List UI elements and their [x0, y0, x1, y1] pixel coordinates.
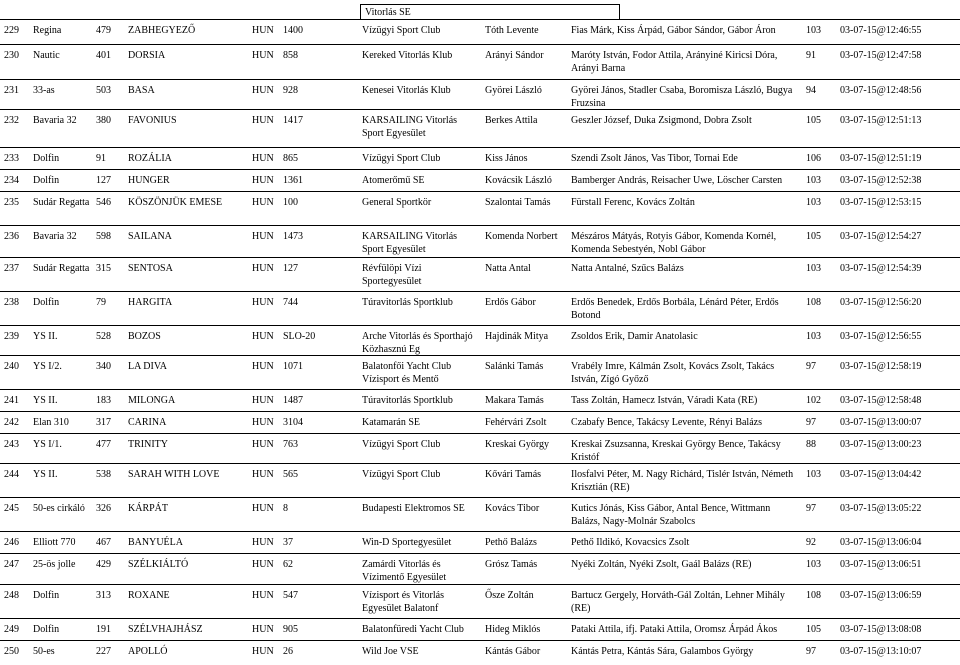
cell-boat-name: SENTOSA [128, 263, 173, 274]
cell-crew: Mészáros Mátyás, Rotyis Gábor, Komenda Kornél, Komenda Sebestyén, Nobl Gábor [571, 231, 777, 255]
cell-club: Atomerőmű SE [362, 175, 425, 186]
cell-finish: 03-07-15@12:54:27 [840, 231, 922, 242]
cell-finish: 03-07-15@12:56:55 [840, 331, 922, 342]
cell-position: 242 [4, 417, 19, 428]
cell-class: 50-es [33, 646, 55, 657]
cell-nation: HUN [252, 175, 274, 186]
cell-position: 240 [4, 361, 19, 372]
cell-position: 249 [4, 624, 19, 635]
cell-crew: Bartucz Gergely, Horváth-Gál Zoltán, Lehner Mihály (RE) [571, 590, 785, 614]
cell-time: 105 [806, 624, 821, 635]
cell-boat-name: KÁRPÁT [128, 503, 169, 514]
cell-crew: Fias Márk, Kiss Árpád, Gábor Sándor, Gábor Áron [571, 25, 776, 36]
cell-nation: HUN [252, 331, 274, 342]
cell-club: Arche Vitorlás és Sporthajó Közhasznú Eg [362, 331, 473, 355]
cell-time: 103 [806, 25, 821, 36]
cell-rating: 763 [283, 439, 298, 450]
cell-club: Zamárdi Vitorlás és Vízimentő Egyesület [362, 559, 447, 583]
cell-rating: 905 [283, 624, 298, 635]
cell-skipper: Kreskai György [485, 439, 549, 450]
cell-sail-number: 528 [96, 331, 111, 342]
cell-rating: 1400 [283, 25, 303, 36]
cell-skipper: Tóth Levente [485, 25, 539, 36]
cell-crew: Maróty István, Fodor Attila, Arányiné Kiricsi Dóra, Arányi Barna [571, 50, 778, 74]
cell-sail-number: 326 [96, 503, 111, 514]
cell-crew: Kutics Jónás, Kiss Gábor, Antal Bence, Wittmann Balázs, Nagy-Molnár Szabolcs [571, 503, 771, 527]
cell-club: Vízügyi Sport Club [362, 439, 441, 450]
cell-finish: 03-07-15@13:10:07 [840, 646, 922, 657]
cell-finish: 03-07-15@12:46:55 [840, 25, 922, 36]
cell-rating: 62 [283, 559, 293, 570]
cell-boat-name: SZÉLVHAJHÁSZ [128, 624, 203, 635]
cell-nation: HUN [252, 439, 274, 450]
cell-nation: HUN [252, 85, 274, 96]
cell-class: Elan 310 [33, 417, 69, 428]
cell-skipper: Makara Tamás [485, 395, 544, 406]
cell-boat-name: CARINA [128, 417, 167, 428]
cell-class: Bavaria 32 [33, 231, 77, 242]
cell-position: 232 [4, 115, 19, 126]
cell-skipper: Hideg Miklós [485, 624, 541, 635]
cell-boat-name: FAVONIUS [128, 115, 177, 126]
cell-club: KARSAILING Vitorlás Sport Egyesület [362, 115, 458, 139]
cell-finish: 03-07-15@12:47:58 [840, 50, 922, 61]
cell-position: 250 [4, 646, 19, 657]
cell-club: Vízügyi Sport Club [362, 469, 441, 480]
cell-club: Balatonfüredi Yacht Club [362, 624, 464, 635]
cell-nation: HUN [252, 361, 274, 372]
results-title: Vitorlás SE [360, 4, 620, 20]
cell-crew: Szendi Zsolt János, Vas Tibor, Tornai Ede [571, 153, 738, 164]
cell-sail-number: 503 [96, 85, 111, 96]
cell-time: 92 [806, 537, 816, 548]
cell-nation: HUN [252, 263, 274, 274]
cell-position: 236 [4, 231, 19, 242]
cell-club: Balatonfői Yacht Club Vízisport és Mentő [362, 361, 452, 385]
cell-rating: 928 [283, 85, 298, 96]
cell-position: 245 [4, 503, 19, 514]
cell-sail-number: 429 [96, 559, 111, 570]
cell-sail-number: 340 [96, 361, 111, 372]
cell-time: 103 [806, 175, 821, 186]
cell-rating: 37 [283, 537, 293, 548]
cell-skipper: Kántás Gábor [485, 646, 541, 657]
cell-sail-number: 546 [96, 197, 111, 208]
cell-club: Vízügyi Sport Club [362, 153, 441, 164]
table-row [0, 79, 960, 109]
cell-boat-name: SARAH WITH LOVE [128, 469, 220, 480]
table-row [0, 109, 960, 147]
cell-position: 243 [4, 439, 19, 450]
cell-rating: 858 [283, 50, 298, 61]
cell-finish: 03-07-15@13:00:23 [840, 439, 922, 450]
cell-class: Sudár Regatta [33, 197, 90, 208]
cell-position: 235 [4, 197, 19, 208]
cell-position: 229 [4, 25, 19, 36]
cell-position: 244 [4, 469, 19, 480]
table-row [0, 433, 960, 463]
cell-nation: HUN [252, 395, 274, 406]
cell-skipper: Györei László [485, 85, 542, 96]
cell-finish: 03-07-15@13:06:04 [840, 537, 922, 548]
cell-boat-name: SAILANA [128, 231, 172, 242]
cell-time: 88 [806, 439, 816, 450]
cell-boat-name: HUNGER [128, 175, 170, 186]
table-row [0, 411, 960, 433]
cell-finish: 03-07-15@12:58:48 [840, 395, 922, 406]
cell-time: 97 [806, 417, 816, 428]
cell-position: 237 [4, 263, 19, 274]
cell-skipper: Őszе Zoltán [485, 590, 534, 601]
cell-club: Win-D Sportegyesület [362, 537, 452, 548]
cell-boat-name: BOZOS [128, 331, 161, 342]
cell-sail-number: 538 [96, 469, 111, 480]
cell-nation: HUN [252, 197, 274, 208]
cell-rating: 1361 [283, 175, 303, 186]
cell-class: YS II. [33, 331, 58, 342]
cell-finish: 03-07-15@13:05:22 [840, 503, 922, 514]
cell-class: YS II. [33, 469, 58, 480]
table-row [0, 618, 960, 640]
cell-club: General Sportkör [362, 197, 432, 208]
cell-sail-number: 191 [96, 624, 111, 635]
cell-finish: 03-07-15@12:52:38 [840, 175, 922, 186]
cell-rating: 8 [283, 503, 288, 514]
cell-position: 247 [4, 559, 19, 570]
cell-club: Túravitorlás Sportklub [362, 297, 453, 308]
cell-boat-name: MILONGA [128, 395, 176, 406]
cell-crew: Bamberger András, Reisacher Uwe, Löscher Carsten [571, 175, 783, 186]
cell-rating: 547 [283, 590, 298, 601]
cell-class: Dolfin [33, 175, 60, 186]
cell-class: 25-ös jolle [33, 559, 76, 570]
cell-boat-name: LA DIVA [128, 361, 167, 372]
cell-boat-name: SZÉLKIÁLTÓ [128, 559, 189, 570]
cell-class: 50-es cirkáló [33, 503, 85, 514]
cell-class: Sudár Regatta [33, 263, 90, 274]
cell-crew: Kántás Petra, Kántás Sára, Galambos György [571, 646, 754, 657]
table-row [0, 497, 960, 531]
cell-finish: 03-07-15@13:06:51 [840, 559, 922, 570]
cell-skipper: Hajdinák Mitya [485, 331, 549, 342]
cell-finish: 03-07-15@12:54:39 [840, 263, 922, 274]
cell-skipper: Pethő Balázs [485, 537, 537, 548]
cell-nation: HUN [252, 624, 274, 635]
cell-finish: 03-07-15@12:51:13 [840, 115, 922, 126]
cell-nation: HUN [252, 559, 274, 570]
table-row [0, 257, 960, 291]
cell-crew: Geszler József, Duka Zsigmond, Dobra Zsolt [571, 115, 752, 126]
cell-class: Elliott 770 [33, 537, 76, 548]
cell-rating: 26 [283, 646, 293, 657]
cell-finish: 03-07-15@13:08:08 [840, 624, 922, 635]
table-row [0, 531, 960, 553]
cell-time: 102 [806, 395, 821, 406]
cell-finish: 03-07-15@12:56:20 [840, 297, 922, 308]
cell-time: 105 [806, 231, 821, 242]
cell-boat-name: TRINITY [128, 439, 168, 450]
table-row [0, 553, 960, 584]
cell-time: 97 [806, 361, 816, 372]
cell-sail-number: 127 [96, 175, 111, 186]
cell-class: YS I/1. [33, 439, 62, 450]
cell-rating: 1487 [283, 395, 303, 406]
cell-sail-number: 315 [96, 263, 111, 274]
cell-time: 103 [806, 331, 821, 342]
cell-nation: HUN [252, 297, 274, 308]
cell-boat-name: BASA [128, 85, 155, 96]
cell-nation: HUN [252, 115, 274, 126]
cell-finish: 03-07-15@13:04:42 [840, 469, 922, 480]
cell-sail-number: 313 [96, 590, 111, 601]
cell-boat-name: DORSIA [128, 50, 166, 61]
cell-class: YS I/2. [33, 361, 62, 372]
cell-finish: 03-07-15@13:06:59 [840, 590, 922, 601]
cell-skipper: Grósz Tamás [485, 559, 538, 570]
cell-finish: 03-07-15@12:48:56 [840, 85, 922, 96]
cell-nation: HUN [252, 646, 274, 657]
table-row [0, 640, 960, 665]
cell-time: 106 [806, 153, 821, 164]
cell-club: Budapesti Elektromos SE [362, 503, 465, 514]
cell-time: 103 [806, 197, 821, 208]
cell-time: 108 [806, 590, 821, 601]
cell-rating: 3104 [283, 417, 303, 428]
cell-club: Katamarán SE [362, 417, 421, 428]
cell-rating: 1473 [283, 231, 303, 242]
cell-crew: Ilosfalvi Péter, M. Nagy Richárd, Tislér István, Németh Krisztián (RE) [571, 469, 794, 493]
cell-crew: Pataki Attila, ifj. Pataki Attila, Oromsz Árpád Ákos [571, 624, 778, 635]
cell-boat-name: ZABHEGYEZŐ [128, 25, 196, 36]
cell-crew: Pethő Ildikó, Kovacsics Zsolt [571, 537, 690, 548]
cell-time: 97 [806, 646, 816, 657]
cell-finish: 03-07-15@13:00:07 [840, 417, 922, 428]
cell-position: 233 [4, 153, 19, 164]
table-row [0, 389, 960, 411]
cell-class: Dolfin [33, 624, 60, 635]
cell-sail-number: 227 [96, 646, 111, 657]
cell-crew: Györei János, Stadler Csaba, Boromisza László, Bugya Fruzsina [571, 85, 793, 109]
cell-nation: HUN [252, 50, 274, 61]
cell-skipper: Kiss János [485, 153, 528, 164]
cell-time: 105 [806, 115, 821, 126]
table-row [0, 325, 960, 355]
cell-position: 241 [4, 395, 19, 406]
cell-finish: 03-07-15@12:53:15 [840, 197, 922, 208]
cell-class: Dolfin [33, 153, 60, 164]
cell-skipper: Szalontai Tamás [485, 197, 551, 208]
cell-nation: HUN [252, 503, 274, 514]
cell-position: 246 [4, 537, 19, 548]
cell-skipper: Salánki Tamás [485, 361, 544, 372]
cell-time: 103 [806, 263, 821, 274]
cell-skipper: Erdős Gábor [485, 297, 536, 308]
cell-club: Révfülöpi Vízi Sportegyesület [362, 263, 422, 287]
cell-nation: HUN [252, 417, 274, 428]
cell-time: 108 [806, 297, 821, 308]
cell-nation: HUN [252, 469, 274, 480]
cell-crew: Erdős Benedek, Erdős Borbála, Lénárd Péter, Erdős Botond [571, 297, 779, 321]
cell-nation: HUN [252, 25, 274, 36]
cell-rating: 865 [283, 153, 298, 164]
cell-sail-number: 91 [96, 153, 106, 164]
cell-boat-name: APOLLÓ [128, 646, 168, 657]
table-row [0, 169, 960, 191]
cell-skipper: Kovácsik László [485, 175, 552, 186]
cell-nation: HUN [252, 537, 274, 548]
cell-skipper: Arányi Sándor [485, 50, 544, 61]
cell-skipper: Fehérvári Zsolt [485, 417, 547, 428]
cell-club: Vízügyi Sport Club [362, 25, 441, 36]
cell-crew: Tass Zoltán, Hamecz István, Váradi Kata (RE) [571, 395, 758, 406]
cell-sail-number: 467 [96, 537, 111, 548]
cell-time: 94 [806, 85, 816, 96]
table-row [0, 355, 960, 389]
cell-position: 248 [4, 590, 19, 601]
cell-rating: 565 [283, 469, 298, 480]
cell-time: 97 [806, 503, 816, 514]
cell-crew: Fürstall Ferenc, Kovács Zoltán [571, 197, 695, 208]
cell-position: 230 [4, 50, 19, 61]
cell-finish: 03-07-15@12:58:19 [840, 361, 922, 372]
cell-class: Regina [33, 25, 62, 36]
cell-skipper: Kovács Tibor [485, 503, 540, 514]
cell-club: Kenesei Vitorlás Klub [362, 85, 451, 96]
cell-sail-number: 380 [96, 115, 111, 126]
cell-crew: Natta Antalné, Szűcs Balázs [571, 263, 684, 274]
cell-club: Wild Joe VSE [362, 646, 419, 657]
table-row [0, 291, 960, 325]
cell-boat-name: HARGITA [128, 297, 173, 308]
table-row [0, 19, 960, 44]
cell-crew: Czabafy Bence, Takácsy Levente, Rényi Balázs [571, 417, 762, 428]
cell-rating: 1417 [283, 115, 303, 126]
cell-sail-number: 317 [96, 417, 111, 428]
cell-nation: HUN [252, 590, 274, 601]
cell-class: Nautic [33, 50, 60, 61]
cell-class: YS II. [33, 395, 58, 406]
cell-time: 91 [806, 50, 816, 61]
cell-position: 239 [4, 331, 19, 342]
cell-skipper: Natta Antal [485, 263, 531, 274]
cell-sail-number: 79 [96, 297, 106, 308]
cell-club: Túravitorlás Sportklub [362, 395, 453, 406]
cell-rating: 744 [283, 297, 298, 308]
cell-sail-number: 183 [96, 395, 111, 406]
cell-crew: Nyéki Zoltán, Nyéki Zsolt, Gaál Balázs (RE) [571, 559, 752, 570]
cell-crew: Vrabély Imre, Kálmán Zsolt, Kovács Zsolt, Takács István, Zígó Győző [571, 361, 775, 385]
cell-class: 33-as [33, 85, 55, 96]
cell-club: Kereked Vitorlás Klub [362, 50, 453, 61]
cell-sail-number: 598 [96, 231, 111, 242]
table-row [0, 463, 960, 497]
cell-crew: Kreskai Zsuzsanna, Kreskai György Bence, Takácsy Kristóf [571, 439, 781, 463]
table-row [0, 584, 960, 618]
cell-class: Dolfin [33, 590, 60, 601]
cell-position: 238 [4, 297, 19, 308]
cell-rating: 100 [283, 197, 298, 208]
cell-nation: HUN [252, 231, 274, 242]
cell-crew: Zsoldos Erik, Damir Anatolasic [571, 331, 698, 342]
cell-class: Bavaria 32 [33, 115, 77, 126]
cell-sail-number: 477 [96, 439, 111, 450]
table-row [0, 44, 960, 79]
cell-boat-name: ROZÁLIA [128, 153, 172, 164]
cell-sail-number: 401 [96, 50, 111, 61]
table-row [0, 191, 960, 225]
cell-skipper: Kővári Tamás [485, 469, 542, 480]
cell-nation: HUN [252, 153, 274, 164]
cell-time: 103 [806, 469, 821, 480]
cell-time: 103 [806, 559, 821, 570]
cell-boat-name: ROXANE [128, 590, 170, 601]
cell-rating: SLO-20 [283, 331, 316, 342]
cell-club: KARSAILING Vitorlás Sport Egyesület [362, 231, 458, 255]
table-row [0, 147, 960, 169]
cell-boat-name: KÖSZÖNJÜK EMESE [128, 197, 223, 208]
cell-class: Dolfin [33, 297, 60, 308]
cell-club: Vízisport és Vitorlás Egyesület Balatonf [362, 590, 444, 614]
cell-position: 234 [4, 175, 19, 186]
cell-skipper: Berkes Attila [485, 115, 538, 126]
cell-rating: 1071 [283, 361, 303, 372]
table-row [0, 225, 960, 257]
cell-sail-number: 479 [96, 25, 111, 36]
cell-rating: 127 [283, 263, 298, 274]
cell-position: 231 [4, 85, 19, 96]
cell-finish: 03-07-15@12:51:19 [840, 153, 922, 164]
cell-skipper: Komenda Norbert [485, 231, 558, 242]
cell-boat-name: BANYUÉLA [128, 537, 183, 548]
